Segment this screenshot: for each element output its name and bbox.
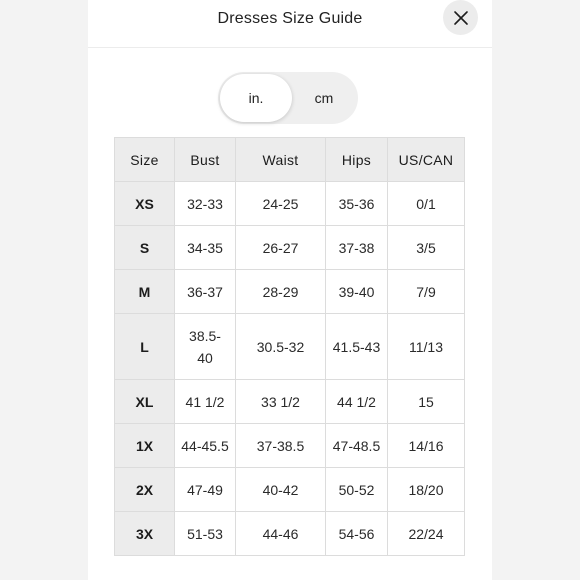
- us-can-cell: 22/24: [388, 512, 465, 556]
- hips-cell: 39-40: [326, 270, 388, 314]
- table-row: [115, 270, 465, 314]
- waist-cell: 28-29: [236, 270, 326, 314]
- close-button[interactable]: [443, 0, 478, 35]
- bust-cell: 44-45.5: [175, 424, 236, 468]
- us-can-cell: 11/13: [388, 314, 465, 380]
- bust-cell: 38.5- 40: [175, 314, 236, 380]
- table-row: [115, 512, 465, 556]
- waist-cell: 24-25: [236, 182, 326, 226]
- bust-cell: 47-49: [175, 468, 236, 512]
- unit-option-in[interactable]: in.: [220, 74, 292, 122]
- header-hips: Hips: [326, 138, 388, 182]
- hips-cell: 44 1/2: [326, 380, 388, 424]
- size-cell: XL: [115, 380, 175, 424]
- table-row: [115, 314, 465, 380]
- table-row: [115, 424, 465, 468]
- hips-cell: 41.5-43: [326, 314, 388, 380]
- close-icon: [453, 10, 469, 26]
- modal-header: [88, 0, 492, 48]
- us-can-cell: 14/16: [388, 424, 465, 468]
- size-guide-modal: [88, 0, 492, 580]
- unit-option-cm[interactable]: cm: [314, 90, 334, 106]
- size-cell: 3X: [115, 512, 175, 556]
- bust-cell: 41 1/2: [175, 380, 236, 424]
- size-cell: M: [115, 270, 175, 314]
- bust-cell: 51-53: [175, 512, 236, 556]
- waist-cell: 37-38.5: [236, 424, 326, 468]
- waist-cell: 33 1/2: [236, 380, 326, 424]
- us-can-cell: 0/1: [388, 182, 465, 226]
- us-can-cell: 3/5: [388, 226, 465, 270]
- bust-cell: 34-35: [175, 226, 236, 270]
- hips-cell: 47-48.5: [326, 424, 388, 468]
- waist-cell: 26-27: [236, 226, 326, 270]
- bust-cell: 32-33: [175, 182, 236, 226]
- size-cell: L: [115, 314, 175, 380]
- us-can-cell: 18/20: [388, 468, 465, 512]
- header-waist: Waist: [236, 138, 326, 182]
- header-bust: Bust: [175, 138, 236, 182]
- header-us-can: US/CAN: [388, 138, 465, 182]
- size-cell: 2X: [115, 468, 175, 512]
- waist-cell: 40-42: [236, 468, 326, 512]
- waist-cell: 44-46: [236, 512, 326, 556]
- size-cell: S: [115, 226, 175, 270]
- table-row: [115, 226, 465, 270]
- unit-toggle: [218, 72, 358, 124]
- us-can-cell: 7/9: [388, 270, 465, 314]
- size-table: [114, 137, 465, 556]
- modal-title: Dresses Size Guide: [217, 10, 363, 27]
- hips-cell: 37-38: [326, 226, 388, 270]
- hips-cell: 54-56: [326, 512, 388, 556]
- table-row: [115, 380, 465, 424]
- header-size: Size: [115, 138, 175, 182]
- hips-cell: 35-36: [326, 182, 388, 226]
- us-can-cell: 15: [388, 380, 465, 424]
- size-cell: XS: [115, 182, 175, 226]
- size-cell: 1X: [115, 424, 175, 468]
- table-row: [115, 182, 465, 226]
- waist-cell: 30.5-32: [236, 314, 326, 380]
- hips-cell: 50-52: [326, 468, 388, 512]
- table-row: [115, 468, 465, 512]
- table-header-row: [115, 138, 465, 182]
- bust-cell: 36-37: [175, 270, 236, 314]
